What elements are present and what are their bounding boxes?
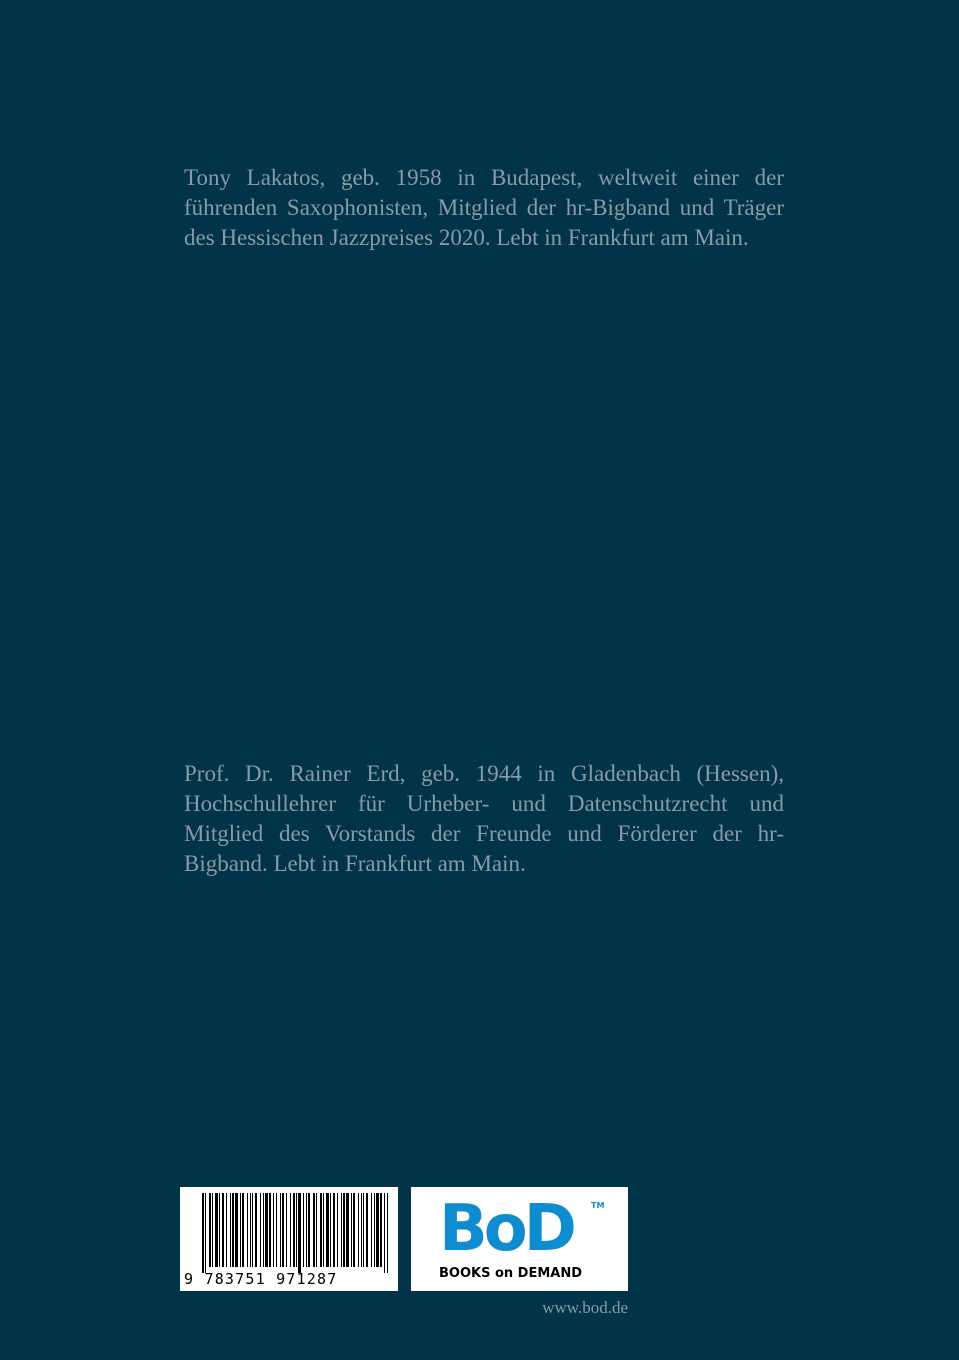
barcode-bar <box>341 1193 342 1267</box>
barcode-bar <box>226 1193 227 1267</box>
barcode-bar <box>380 1193 382 1267</box>
barcode-bar <box>293 1193 295 1267</box>
bod-logo-mark: BoD <box>439 1192 573 1266</box>
barcode-bar <box>313 1193 315 1267</box>
barcode-bar <box>212 1193 213 1267</box>
barcode-bar <box>296 1193 297 1267</box>
barcode-bar <box>232 1193 234 1267</box>
barcode-bar <box>273 1193 274 1267</box>
barcode-bar <box>320 1193 322 1267</box>
barcode-bar <box>384 1193 385 1273</box>
isbn-barcode <box>180 1187 398 1291</box>
barcode-bar <box>247 1193 248 1267</box>
barcode-bar <box>252 1193 253 1267</box>
barcode-bar <box>371 1193 372 1267</box>
barcode-bar <box>255 1193 257 1267</box>
barcode-bar <box>263 1193 264 1267</box>
barcode-bar <box>235 1193 238 1267</box>
publisher-tagline: BOOKS on DEMAND <box>439 1266 583 1281</box>
barcode-bar <box>387 1193 388 1273</box>
author-bio-rainer-erd: Prof. Dr. Rainer Erd, geb. 1944 in Gladenbach (Hessen), Hochschullehrer für Urheber- und Datenschutzrecht und Mitglied des Vorstands der Freunde und Förderer der hr-Bigband. Lebt in Frankfurt am Main. <box>184 761 784 876</box>
barcode-bar <box>326 1193 329 1267</box>
barcode-bar <box>222 1193 224 1267</box>
barcode-bar <box>290 1193 291 1267</box>
barcode-bar <box>230 1193 231 1267</box>
isbn-digits: 9 783751 971287 <box>184 1270 338 1288</box>
barcode-bar <box>363 1193 364 1267</box>
barcode-bar <box>323 1193 324 1267</box>
barcode-bar <box>282 1193 284 1267</box>
barcode-bar <box>202 1193 204 1273</box>
barcode-bar <box>250 1193 251 1267</box>
author-bio-tony-lakatos: Tony Lakatos, geb. 1958 in Budapest, weltweit einer der führenden Saxophonisten, Mitglied der hr-Bigband und Träger des Hessischen Jazzpreises 2020. Lebt in Frankfurt am Main. <box>184 165 784 250</box>
barcode-bar <box>351 1193 352 1267</box>
barcode-bar <box>219 1193 220 1267</box>
barcode-bar <box>303 1193 304 1267</box>
barcode-bar <box>286 1193 287 1267</box>
barcode-bar <box>366 1193 368 1267</box>
barcode-bar <box>269 1193 271 1267</box>
barcode-bar <box>316 1193 317 1267</box>
barcode-bar <box>308 1193 310 1267</box>
barcode-bar <box>330 1193 331 1267</box>
barcode-bar <box>353 1193 355 1267</box>
barcode-bars <box>180 1187 398 1273</box>
barcode-bar <box>343 1193 345 1267</box>
barcode-bar <box>298 1193 301 1273</box>
barcode-bar <box>361 1193 362 1267</box>
barcode-bar <box>376 1193 379 1267</box>
barcode-bar <box>333 1193 335 1267</box>
barcode-bar <box>374 1193 375 1267</box>
publisher-website: www.bod.de <box>542 1298 628 1317</box>
barcode-bar <box>260 1193 261 1267</box>
barcode-bar <box>240 1193 241 1267</box>
barcode-bar <box>242 1193 244 1267</box>
barcode-bar <box>205 1193 206 1273</box>
barcode-bar <box>209 1193 211 1267</box>
barcode-bar <box>215 1193 218 1267</box>
barcode-bar <box>280 1193 281 1267</box>
barcode-bar <box>358 1193 359 1267</box>
barcode-bar <box>276 1193 277 1267</box>
barcode-bar <box>265 1193 268 1267</box>
trademark-symbol: TM <box>591 1201 605 1210</box>
barcode-bar <box>337 1193 338 1267</box>
barcode-bar <box>306 1193 307 1267</box>
barcode-bar <box>346 1193 349 1267</box>
publisher-logo <box>411 1187 628 1291</box>
